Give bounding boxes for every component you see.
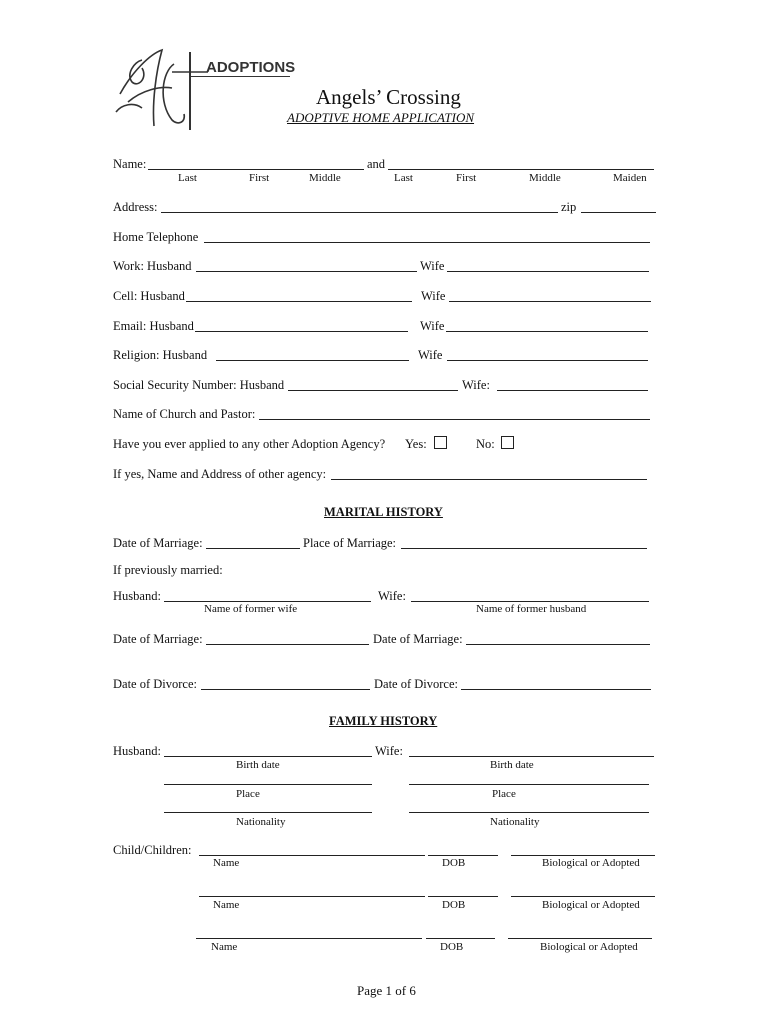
child-3-dob-sub: DOB [440, 941, 464, 953]
name-sub-first-2: First [456, 172, 477, 184]
ssn-husband-label: Social Security Number: Husband [113, 378, 285, 392]
wife-place-sub: Place [492, 788, 516, 800]
date-divorce-wife-field[interactable] [461, 689, 651, 690]
child-2-dob-field[interactable] [428, 896, 498, 897]
no-label: No: [476, 437, 495, 451]
date-divorce-wife-label: Date of Divorce: [374, 677, 458, 691]
work-husband-label: Work: Husband [113, 259, 192, 273]
previously-married-label: If previously married: [113, 563, 223, 577]
date-marriage-field[interactable] [206, 548, 300, 549]
child-1-dob-field[interactable] [428, 855, 498, 856]
cell-wife-label: Wife [421, 289, 446, 303]
agency-logo [112, 42, 212, 134]
church-label: Name of Church and Pastor: [113, 407, 256, 421]
prev-date-marriage-husband-label: Date of Marriage: [113, 632, 203, 646]
wife-name-field[interactable] [388, 169, 654, 170]
yes-label: Yes: [405, 437, 427, 451]
name-sub-last-2: Last [394, 172, 413, 184]
child-3-name-field[interactable] [196, 938, 422, 939]
children-label: Child/Children: [113, 843, 192, 857]
child-2-bio-field[interactable] [511, 896, 655, 897]
wife-place-field[interactable] [409, 784, 649, 785]
child-2-bio-sub: Biological or Adopted [542, 899, 640, 911]
no-checkbox[interactable] [501, 436, 514, 449]
and-label: and [367, 157, 386, 171]
ssn-husband-field[interactable] [288, 390, 458, 391]
logo-text: ADOPTIONS [206, 59, 296, 76]
child-1-dob-sub: DOB [442, 857, 466, 869]
child-3-bio-field[interactable] [508, 938, 652, 939]
email-husband-field[interactable] [195, 331, 408, 332]
husband-birth-date-sub: Birth date [236, 759, 280, 771]
family-history-heading: FAMILY HISTORY [329, 714, 438, 728]
religion-wife-field[interactable] [447, 360, 648, 361]
ssn-wife-field[interactable] [497, 390, 648, 391]
cell-husband-label: Cell: Husband [113, 289, 185, 303]
yes-checkbox[interactable] [434, 436, 447, 449]
cell-wife-field[interactable] [449, 301, 651, 302]
husband-name-field[interactable] [148, 169, 364, 170]
name-sub-first: First [249, 172, 270, 184]
former-husband-sub: Name of former husband [476, 603, 587, 615]
child-3-name-sub: Name [211, 941, 238, 953]
marital-history-heading: MARITAL HISTORY [324, 505, 443, 519]
former-wife-name-field[interactable] [164, 601, 371, 602]
work-wife-label: Wife [420, 259, 445, 273]
place-marriage-label: Place of Marriage: [303, 536, 397, 550]
address-label: Address: [113, 200, 158, 214]
former-husband-name-field[interactable] [411, 601, 649, 602]
home-phone-label: Home Telephone [113, 230, 199, 244]
cell-husband-field[interactable] [186, 301, 412, 302]
wife-birth-date-field[interactable] [409, 756, 654, 757]
family-wife-label: Wife: [375, 744, 403, 758]
child-3-bio-sub: Biological or Adopted [540, 941, 638, 953]
child-3-dob-field[interactable] [426, 938, 495, 939]
address-field[interactable] [161, 212, 558, 213]
other-agency-label: If yes, Name and Address of other agency: [113, 467, 327, 481]
zip-field[interactable] [581, 212, 656, 213]
wife-nationality-field[interactable] [409, 812, 649, 813]
child-2-dob-sub: DOB [442, 899, 466, 911]
prev-date-marriage-wife-field[interactable] [466, 644, 650, 645]
work-husband-field[interactable] [196, 271, 417, 272]
zip-label: zip [561, 200, 577, 214]
husband-nationality-sub: Nationality [236, 816, 286, 828]
wife-birth-date-sub: Birth date [490, 759, 534, 771]
child-2-name-sub: Name [213, 899, 240, 911]
wife-nationality-sub: Nationality [490, 816, 540, 828]
former-wife-label: Wife: [378, 589, 406, 603]
former-wife-sub: Name of former wife [204, 603, 298, 615]
logo-rule [190, 76, 290, 77]
ssn-wife-label: Wife: [462, 378, 490, 392]
child-1-name-sub: Name [213, 857, 240, 869]
child-2-name-field[interactable] [199, 896, 425, 897]
child-1-name-field[interactable] [199, 855, 425, 856]
name-sub-middle-2: Middle [529, 172, 561, 184]
name-label: Name: [113, 157, 147, 171]
child-1-bio-sub: Biological or Adopted [542, 857, 640, 869]
email-wife-field[interactable] [446, 331, 648, 332]
church-field[interactable] [259, 419, 650, 420]
religion-husband-field[interactable] [216, 360, 409, 361]
org-name: Angels’ Crossing [316, 85, 461, 109]
name-sub-maiden: Maiden [613, 172, 647, 184]
email-wife-label: Wife [420, 319, 445, 333]
family-husband-label: Husband: [113, 744, 161, 758]
applied-question: Have you ever applied to any other Adoption Agency? [113, 437, 386, 451]
husband-birth-date-field[interactable] [164, 756, 372, 757]
husband-nationality-field[interactable] [164, 812, 372, 813]
child-1-bio-field[interactable] [511, 855, 655, 856]
home-phone-field[interactable] [204, 242, 650, 243]
other-agency-field[interactable] [331, 479, 647, 480]
name-sub-middle: Middle [309, 172, 341, 184]
prev-date-marriage-wife-label: Date of Marriage: [373, 632, 463, 646]
religion-husband-label: Religion: Husband [113, 348, 208, 362]
page-number: Page 1 of 6 [357, 983, 416, 998]
date-divorce-husband-label: Date of Divorce: [113, 677, 197, 691]
place-marriage-field[interactable] [401, 548, 647, 549]
former-husband-label: Husband: [113, 589, 161, 603]
husband-place-sub: Place [236, 788, 260, 800]
name-sub-last: Last [178, 172, 197, 184]
prev-date-marriage-husband-field[interactable] [206, 644, 369, 645]
religion-wife-label: Wife [418, 348, 443, 362]
email-husband-label: Email: Husband [113, 319, 194, 333]
date-marriage-label: Date of Marriage: [113, 536, 203, 550]
form-title: ADOPTIVE HOME APPLICATION [287, 110, 475, 125]
date-divorce-husband-field[interactable] [201, 689, 370, 690]
husband-place-field[interactable] [164, 784, 372, 785]
work-wife-field[interactable] [447, 271, 649, 272]
